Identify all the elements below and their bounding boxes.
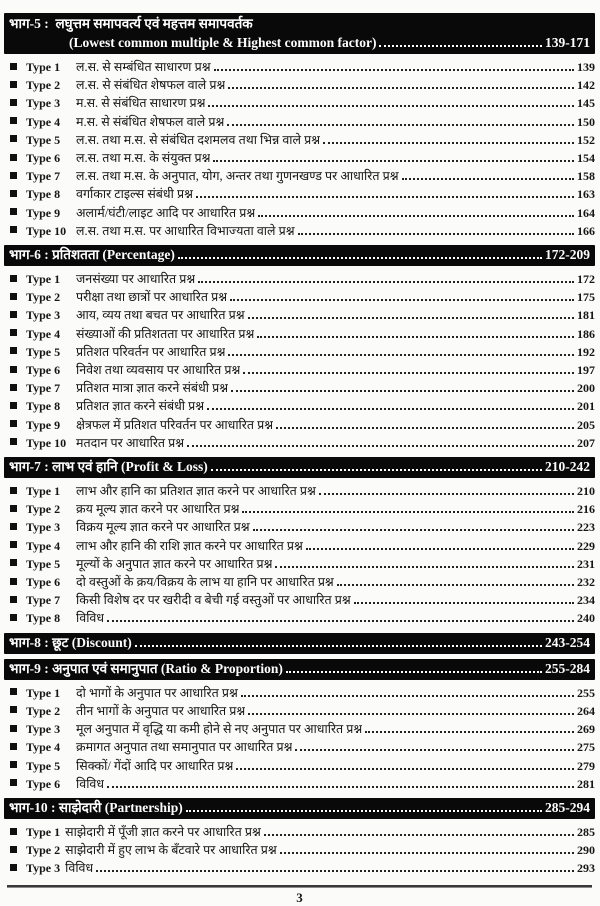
row-title: तीन भागों के अनुपात पर आधारित प्रश्न bbox=[76, 703, 246, 718]
page-number: 229 bbox=[577, 538, 595, 553]
type-label: Type 5 bbox=[26, 132, 61, 147]
dot-leader bbox=[228, 353, 574, 356]
dot-leader bbox=[280, 851, 574, 854]
type-label: Type 2 bbox=[26, 703, 61, 718]
page-number: 152 bbox=[577, 132, 595, 147]
section-title-hindi: भाग-5 : लघुत्तम समापवर्त्य एवं महत्तम समापवर्तक bbox=[9, 16, 253, 31]
bullet-square-icon bbox=[10, 779, 17, 786]
row-title: ल.स. तथा म.स. से संबंधित दशमलव तथा भिन्न वाले प्रश्न bbox=[76, 132, 321, 147]
page-number: 200 bbox=[577, 381, 595, 396]
dot-leader bbox=[228, 86, 574, 89]
toc-row bbox=[4, 149, 595, 167]
dot-leader bbox=[107, 785, 574, 788]
row-title: क्रमागत अनुपात तथा समानुपात पर आधारित प्रश्न bbox=[76, 740, 293, 755]
toc-row bbox=[4, 94, 595, 112]
type-label: Type 4 bbox=[26, 326, 61, 341]
page-number: 172 bbox=[577, 272, 595, 287]
dot-leader bbox=[207, 407, 574, 410]
type-label: Type 1 bbox=[26, 60, 61, 74]
bullet-square-icon bbox=[10, 99, 17, 106]
page-number: 240 bbox=[577, 611, 595, 626]
dot-leader bbox=[242, 510, 574, 513]
toc-row bbox=[4, 757, 595, 775]
toc-row bbox=[4, 204, 595, 222]
dot-leader bbox=[241, 694, 574, 697]
page-number: 285 bbox=[577, 824, 595, 839]
type-label: Type 9 bbox=[26, 205, 61, 220]
toc-row bbox=[4, 434, 595, 452]
type-label: Type 8 bbox=[26, 611, 61, 626]
row-title: ल.स. तथा म.स. के अनुपात, योग, अन्तर तथा गुणनखण्ड पर आधारित प्रश्न bbox=[76, 169, 399, 184]
page-number: 210 bbox=[577, 484, 595, 499]
type-label: Type 7 bbox=[26, 169, 61, 184]
bullet-square-icon bbox=[10, 706, 17, 713]
section-page-range: 139-171 bbox=[545, 35, 590, 50]
dot-leader bbox=[323, 141, 574, 144]
type-label: Type 7 bbox=[26, 381, 61, 396]
type-label: Type 2 bbox=[26, 502, 61, 517]
toc-row bbox=[4, 591, 595, 609]
type-label: Type 3 bbox=[26, 520, 61, 535]
bullet-square-icon bbox=[10, 172, 17, 179]
row-title: वर्गाकार टाइल्स संबंधी प्रश्न bbox=[76, 187, 193, 202]
type-label: Type 9 bbox=[26, 417, 61, 432]
toc-row bbox=[4, 555, 595, 573]
dot-leader bbox=[365, 730, 574, 733]
bullet-square-icon bbox=[10, 614, 17, 621]
section-title: भाग-10 : साझेदारी (Partnership) bbox=[9, 799, 183, 815]
bullet-square-icon bbox=[10, 846, 17, 853]
bullet-square-icon bbox=[10, 347, 17, 354]
row-title: प्रतिशत परिवर्तन पर आधारित प्रश्न bbox=[76, 344, 226, 359]
dot-leader bbox=[196, 195, 574, 198]
type-label: Type 3 bbox=[26, 308, 61, 323]
page-number: 281 bbox=[577, 776, 595, 791]
dot-leader bbox=[107, 619, 574, 622]
bullet-square-icon bbox=[10, 505, 17, 512]
row-title: क्षेत्रफल में प्रतिशत परिवर्तन पर आधारित प्रश्न bbox=[76, 417, 274, 432]
page-number: 158 bbox=[577, 169, 595, 184]
section-header-bhag-7 bbox=[4, 457, 595, 478]
toc-row bbox=[4, 609, 595, 627]
row-title: ल.स. से सम्बंधित साधारण प्रश्न bbox=[76, 60, 211, 74]
row-title: विविध bbox=[65, 861, 94, 876]
dot-leader bbox=[402, 177, 574, 180]
row-title: साझेदारी में पूँजी ज्ञात करने पर आधारित प्रश्न bbox=[65, 824, 261, 839]
page-number: 223 bbox=[577, 520, 595, 535]
toc-row bbox=[4, 416, 595, 434]
toc-row bbox=[4, 379, 595, 397]
page-number: 216 bbox=[577, 502, 595, 517]
bullet-square-icon bbox=[10, 117, 17, 124]
toc-row bbox=[4, 720, 595, 738]
dot-leader bbox=[231, 389, 574, 392]
toc-row bbox=[4, 518, 595, 536]
type-label: Type 3 bbox=[26, 722, 61, 737]
dot-leader bbox=[379, 44, 542, 47]
row-title: मतदान पर आधारित प्रश्न bbox=[76, 435, 185, 450]
row-title: विविध bbox=[76, 611, 105, 626]
row-title: म.स. से संबंधित शेषफल वाले प्रश्न bbox=[76, 114, 225, 129]
bullet-square-icon bbox=[10, 329, 17, 336]
dot-leader bbox=[276, 426, 574, 429]
page-number: 145 bbox=[577, 96, 595, 111]
dot-leader bbox=[186, 809, 542, 812]
bullet-square-icon bbox=[10, 541, 17, 548]
dot-leader bbox=[178, 256, 542, 259]
bullet-square-icon bbox=[10, 864, 17, 871]
page-number: 269 bbox=[577, 722, 595, 737]
type-label: Type 10 bbox=[26, 223, 67, 238]
bullet-square-icon bbox=[10, 438, 17, 445]
bullet-square-icon bbox=[10, 725, 17, 732]
bullet-square-icon bbox=[10, 420, 17, 427]
section-title: भाग-7 : लाभ एवं हानि (Profit & Loss) bbox=[9, 459, 208, 475]
page-number: 231 bbox=[577, 556, 595, 571]
type-label: Type 3 bbox=[26, 861, 61, 876]
bullet-square-icon bbox=[10, 311, 17, 318]
toc-row bbox=[4, 573, 595, 591]
row-title: संख्याओं की प्रतिशतता पर आधारित प्रश्न bbox=[76, 326, 255, 341]
bullet-square-icon bbox=[10, 559, 17, 566]
toc-row bbox=[4, 397, 595, 415]
section-header-bhag-9 bbox=[4, 659, 595, 680]
page-number: 293 bbox=[577, 861, 595, 876]
type-label: Type 8 bbox=[26, 399, 61, 414]
row-title: साझेदारी में हुए लाभ के बँटवारे पर आधारित प्रश्न bbox=[65, 843, 277, 858]
page-number: 197 bbox=[577, 363, 595, 378]
dot-leader bbox=[236, 767, 574, 770]
bullet-square-icon bbox=[10, 366, 17, 373]
row-title: लाभ और हानि का प्रतिशत ज्ञात करने पर आधारित प्रश्न bbox=[76, 484, 316, 499]
section-header-bhag-5 bbox=[4, 13, 595, 54]
section-title: भाग-9 : अनुपात एवं समानुपात (Ratio & Proportion) bbox=[9, 660, 283, 676]
page-number: 181 bbox=[577, 308, 595, 323]
toc-row bbox=[4, 58, 595, 76]
type-label: Type 2 bbox=[26, 78, 61, 93]
section-page-range: 172-209 bbox=[545, 247, 590, 263]
section-page-range: 285-294 bbox=[545, 799, 590, 815]
type-label: Type 6 bbox=[26, 151, 61, 166]
type-label: Type 5 bbox=[26, 344, 61, 359]
section-header-bhag-6 bbox=[4, 245, 595, 266]
toc-row bbox=[4, 702, 595, 720]
row-title: परीक्षा तथा छात्रों पर आधारित प्रश्न bbox=[76, 290, 228, 305]
page-number: 207 bbox=[577, 435, 595, 450]
toc-row bbox=[4, 482, 595, 500]
bullet-square-icon bbox=[10, 226, 17, 233]
dot-leader bbox=[257, 335, 574, 338]
dot-leader bbox=[264, 833, 574, 836]
toc-row bbox=[4, 500, 595, 518]
type-label: Type 1 bbox=[26, 272, 61, 287]
row-title: लाभ और हानि की राशि ज्ञात करने पर आधारित प्रश्न bbox=[76, 538, 303, 553]
toc-row bbox=[4, 537, 595, 555]
dot-leader bbox=[187, 444, 574, 447]
type-label: Type 4 bbox=[26, 114, 61, 129]
toc-row bbox=[4, 738, 595, 756]
dot-leader bbox=[354, 601, 574, 604]
row-title: दो वस्तुओं के क्रय/विक्रय के लाभ या हानि पर आधारित प्रश्न bbox=[76, 575, 334, 590]
dot-leader bbox=[295, 748, 574, 751]
page-number: 255 bbox=[577, 685, 595, 700]
page-number: 264 bbox=[577, 703, 595, 718]
type-label: Type 1 bbox=[26, 824, 61, 839]
row-title: म.स. से संबंधित साधारण प्रश्न bbox=[76, 96, 206, 111]
bullet-square-icon bbox=[10, 523, 17, 530]
toc-row bbox=[4, 859, 595, 877]
dot-leader bbox=[227, 123, 574, 126]
toc-row bbox=[4, 131, 595, 149]
page-number: 164 bbox=[577, 205, 595, 220]
dot-leader bbox=[319, 492, 574, 495]
page-number: 166 bbox=[577, 223, 595, 238]
bullet-square-icon bbox=[10, 487, 17, 494]
row-title: सिक्कों/ गेंदों आदि पर आधारित प्रश्न bbox=[76, 758, 234, 773]
dot-leader bbox=[243, 371, 574, 374]
toc-row bbox=[4, 113, 595, 131]
row-title: क्रय मूल्य ज्ञात करने पर आधारित प्रश्न bbox=[76, 502, 240, 517]
type-label: Type 4 bbox=[26, 740, 61, 755]
bullet-square-icon bbox=[10, 743, 17, 750]
toc-row bbox=[4, 684, 595, 702]
page-number: 154 bbox=[577, 151, 595, 166]
type-label: Type 1 bbox=[26, 484, 61, 499]
type-label: Type 6 bbox=[26, 575, 61, 590]
dot-leader bbox=[208, 104, 574, 107]
row-title: विक्रय मूल्य ज्ञात करने पर आधारित प्रश्न bbox=[76, 520, 250, 535]
page-number: 201 bbox=[577, 399, 595, 414]
page-number: 175 bbox=[577, 290, 595, 305]
page-number: 192 bbox=[577, 344, 595, 359]
type-label: Type 6 bbox=[26, 363, 61, 378]
bullet-square-icon bbox=[10, 81, 17, 88]
toc-row bbox=[4, 361, 595, 379]
section-page-range: 255-284 bbox=[545, 660, 590, 676]
row-title: प्रतिशत ज्ञात करने संबंधी प्रश्न bbox=[76, 399, 205, 414]
row-title: प्रतिशत मात्रा ज्ञात करने संबंधी प्रश्न bbox=[76, 381, 229, 396]
type-label: Type 10 bbox=[26, 435, 67, 450]
bullet-square-icon bbox=[10, 402, 17, 409]
bullet-square-icon bbox=[10, 761, 17, 768]
page-number: 290 bbox=[577, 843, 595, 858]
row-title: ल.स. से संबंधित शेषफल वाले प्रश्न bbox=[76, 78, 226, 93]
dot-leader bbox=[306, 547, 574, 550]
page-number: 186 bbox=[577, 326, 595, 341]
page-number: 232 bbox=[577, 575, 595, 590]
section-title-english: (Lowest common multiple & Highest common factor) bbox=[69, 35, 377, 50]
type-label: Type 1 bbox=[26, 685, 61, 700]
dot-leader bbox=[258, 214, 574, 217]
section-page-range: 210-242 bbox=[545, 459, 590, 475]
type-label: Type 5 bbox=[26, 556, 61, 571]
bullet-square-icon bbox=[10, 293, 17, 300]
page-number: 279 bbox=[577, 758, 595, 773]
dot-leader bbox=[248, 712, 574, 715]
bullet-square-icon bbox=[10, 135, 17, 142]
section-header-bhag-10 bbox=[4, 798, 595, 819]
dot-leader bbox=[198, 280, 574, 283]
section-title: भाग-8 : छूट (Discount) bbox=[9, 634, 132, 650]
bullet-square-icon bbox=[10, 828, 17, 835]
toc-row bbox=[4, 325, 595, 343]
row-title: आय, व्यय तथा बचत पर आधारित प्रश्न bbox=[76, 308, 245, 323]
page-number: 234 bbox=[577, 593, 595, 608]
type-label: Type 2 bbox=[26, 290, 61, 305]
page-number: 150 bbox=[577, 114, 595, 129]
dot-leader bbox=[275, 565, 574, 568]
bullet-square-icon bbox=[10, 578, 17, 585]
bullet-square-icon bbox=[10, 384, 17, 391]
type-label: Type 7 bbox=[26, 593, 61, 608]
section-title: भाग-6 : प्रतिशतता (Percentage) bbox=[9, 247, 175, 263]
page-number: 275 bbox=[577, 740, 595, 755]
bullet-square-icon bbox=[10, 154, 17, 161]
type-label: Type 2 bbox=[26, 843, 61, 858]
dot-leader bbox=[135, 644, 542, 647]
dot-leader bbox=[337, 583, 574, 586]
dot-leader bbox=[213, 159, 574, 162]
type-label: Type 3 bbox=[26, 96, 61, 111]
bullet-square-icon bbox=[10, 688, 17, 695]
dot-leader bbox=[248, 316, 574, 319]
row-title: किसी विशेष दर पर खरीदी व बेची गई वस्तुओं पर आधारित प्रश्न bbox=[76, 593, 351, 608]
bullet-square-icon bbox=[10, 63, 17, 70]
dot-leader bbox=[211, 468, 542, 471]
section-header-bhag-8 bbox=[4, 633, 595, 654]
toc bbox=[4, 8, 595, 878]
row-title: ल.स. तथा म.स. पर आधारित विभाज्यता वाले प्रश्न bbox=[76, 223, 295, 238]
bullet-square-icon bbox=[10, 190, 17, 197]
row-title: जनसंख्या पर आधारित प्रश्न bbox=[76, 272, 196, 287]
type-label: Type 6 bbox=[26, 776, 61, 791]
footer-divider bbox=[7, 885, 592, 888]
row-title: मूल अनुपात में वृद्धि या कमी होने से नए अनुपात पर आधारित प्रश्न bbox=[76, 722, 363, 737]
dot-leader bbox=[286, 670, 542, 673]
page-number: 142 bbox=[577, 78, 595, 93]
dot-leader bbox=[230, 298, 574, 301]
row-title: विविध bbox=[76, 776, 105, 791]
row-title: दो भागों के अनुपात पर आधारित प्रश्न bbox=[76, 685, 238, 700]
bullet-square-icon bbox=[10, 275, 17, 282]
toc-row bbox=[4, 270, 595, 288]
dot-leader bbox=[253, 528, 574, 531]
bullet-square-icon bbox=[10, 208, 17, 215]
row-title: मूल्यों के अनुपात ज्ञात करने पर आधारित प्रश्न bbox=[76, 556, 273, 571]
page-number: 205 bbox=[577, 417, 595, 432]
toc-row bbox=[4, 288, 595, 306]
toc-row bbox=[4, 775, 595, 793]
dot-leader bbox=[298, 232, 574, 235]
row-title: अलार्म/घंटी/लाइट आदि पर आधारित प्रश्न bbox=[76, 205, 256, 220]
page-number: 139 bbox=[577, 60, 595, 74]
toc-row bbox=[4, 823, 595, 841]
type-label: Type 5 bbox=[26, 758, 61, 773]
toc-row bbox=[4, 343, 595, 361]
bullet-square-icon bbox=[10, 596, 17, 603]
row-title: ल.स. तथा म.स. के संयुक्त प्रश्न bbox=[76, 151, 211, 166]
toc-row bbox=[4, 841, 595, 859]
toc-row bbox=[4, 306, 595, 324]
dot-leader bbox=[96, 869, 574, 872]
row-title: निवेश तथा व्यवसाय पर आधारित प्रश्न bbox=[76, 363, 241, 378]
type-label: Type 4 bbox=[26, 538, 61, 553]
section-page-range: 243-254 bbox=[545, 634, 590, 650]
page-number: 163 bbox=[577, 187, 595, 202]
dot-leader bbox=[214, 68, 574, 71]
toc-row bbox=[4, 76, 595, 94]
footer-page-number: 3 bbox=[296, 889, 303, 905]
toc-row bbox=[4, 185, 595, 203]
toc-row bbox=[4, 167, 595, 185]
type-label: Type 8 bbox=[26, 187, 61, 202]
toc-row bbox=[4, 222, 595, 240]
